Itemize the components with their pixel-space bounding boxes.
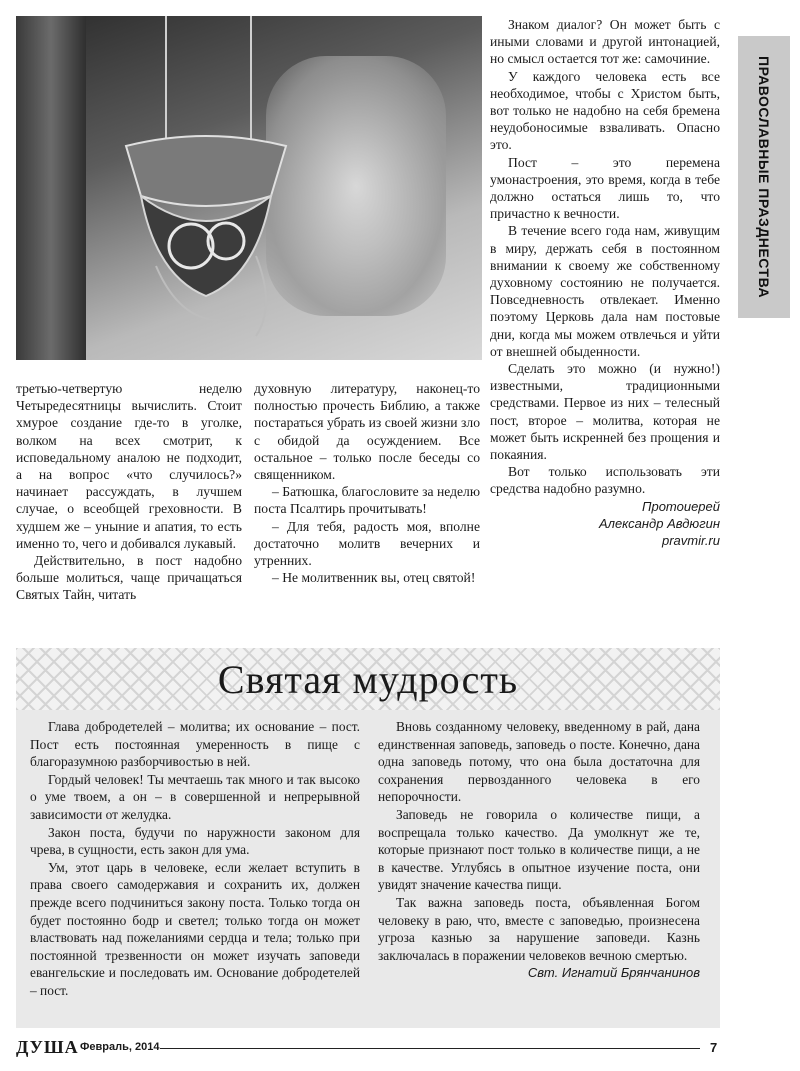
right-article-column xyxy=(490,16,720,549)
paragraph: Глава добродетелей – молитва; их основание – пост. Пост есть постоянная умеренность в пище с благоразумною разборчивостью в ней. xyxy=(30,719,360,770)
paragraph: Так важна заповедь поста, объявленная Богом человеку в раю, что, вместе с заповедью, произнесена угроза казнью за нарушение заповеди. Казнь заключалась в поражении человеков вечною смертью. xyxy=(378,894,700,963)
paragraph: Пост – это перемена умонастроения, это время, когда в тебе должно остаться лишь то, что причастно к вечности. xyxy=(490,154,720,222)
magazine-logo: ДУША xyxy=(16,1037,79,1057)
paragraph: Действительно, в пост надобно больше молиться, чаще причащаться Святых Тайн, читать xyxy=(16,553,242,603)
paragraph: Вновь созданному человеку, введенному в рай, дана единственная заповедь, заповедь о посте. Конечно, дана одна заповедь потому, что она была достаточна для сохранения первозданного человека в его непорочности. xyxy=(378,719,700,805)
author-title: Протоиерей xyxy=(642,498,720,514)
section-tab xyxy=(738,36,790,318)
paragraph: – Батюшка, благословите за неделю поста Псалтирь прочитывать! xyxy=(254,484,480,517)
paragraph: Ум, этот царь в человеке, если желает вступить в права своего самодержавия и сохранить их, должен прежде всего подчиниться закону поста. Только тогда он будет постоянно бодр и светел; только тогда он может властвовать над пожеланиями сердца и тела; только при постоянной трезвенности он может изучать заповеди евангельские и последовать им. Основание добродетелей – пост. xyxy=(30,859,360,998)
lampada-drawing xyxy=(16,16,482,360)
paragraph: Заповедь не говорила о количестве пищи, а воспрещала только качество. Да умолкнут же те, которые признают пост только в количестве пищи, а не в качестве. Углубясь в опытное изучение поста, они увидят значение качества пищи. xyxy=(378,806,700,893)
issue-date: Февраль, 2014 xyxy=(80,1041,160,1053)
page-number: 7 xyxy=(710,1040,718,1055)
section-tab-label: ПРАВОСЛАВНЫЕ ПРАЗДНЕСТВА xyxy=(756,55,772,299)
paragraph: В течение всего года нам, живущим в миру, держать себя в постоянном внимании к своему же собственному духовному состоянию не получается. Повседневность отвлекает. Именно поэтому Церковь дала нам постовые дни, когда мы можем отвлечься и уйти от внешней обыденности. xyxy=(490,223,720,359)
paragraph: духовную литературу, наконец-то полностью прочесть Библию, а также постараться убрать из своей жизни зло с обидой да осуждением. Все остальное – только после беседы со священником. xyxy=(254,381,480,483)
author-name: Александр Авдюгин xyxy=(598,515,720,531)
paragraph: третью-четвертую неделю Четыредесятницы вычислить. Стоит хмурое создание где-то в уголке, волком на всех смотрит, к исповедальному аналою не подходит, а на вопрос «что случилось?» начинает рассуждать, в лучшем случае, о всеобщей греховности. В худшем же – уныние и апатия, то есть именно то, чего и добивался лукавый. xyxy=(16,381,242,551)
paragraph: Вот только использовать эти средства надобно разумно. xyxy=(490,464,720,497)
paragraph: Знаком диалог? Он может быть с иными словами и другой интонацией, но смысл остается тот же: самочиние. xyxy=(490,17,720,67)
left-article-column-b xyxy=(254,380,480,586)
paragraph: Гордый человек! Ты мечтаешь так много и так высоко о уме твоем, а он – в совершенной и непрерывной зависимости от желудка. xyxy=(30,771,360,822)
panel-left-column xyxy=(30,718,360,1000)
panel-title: Святая мудрость xyxy=(217,657,519,702)
left-article-column-a xyxy=(16,380,242,604)
lampada-photo xyxy=(16,16,482,360)
panel-right-column xyxy=(378,718,700,981)
paragraph: Сделать это можно (и нужно!) известными, традиционными средствами. Первое из них – телесный пост, второе – молитва, которая не может быть искренней без прощения и покаяния. xyxy=(490,361,720,463)
paragraph: У каждого человека есть все необходимое, чтобы с Христом быть, вот только не надобно на себя бремена неудобоносимые взваливать. Опасно это. xyxy=(490,68,720,153)
paragraph: Закон поста, будучи по наружности законом для чрева, в сущности, есть закон для ума. xyxy=(30,824,360,858)
footer-rule xyxy=(160,1048,700,1049)
paragraph: – Для тебя, радость моя, вполне достаточно молитв вечерних и утренних. xyxy=(254,518,480,569)
panel-signature: Свт. Игнатий Брянчанинов xyxy=(527,965,700,981)
source-link: pravmir.ru xyxy=(661,532,720,548)
paragraph: – Не молитвенник вы, отец святой! xyxy=(272,570,476,586)
